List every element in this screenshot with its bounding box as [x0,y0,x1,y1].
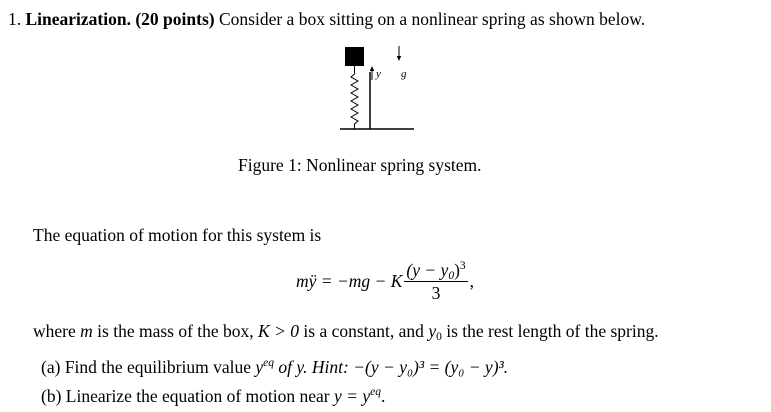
y-label: y [376,68,381,80]
problem-intro: Consider a box sitting on a nonlinear spring as shown below. [218,9,646,29]
hint-expression: −(y − y₀)³ = (y₀ − y)³. [353,357,509,377]
hint-label: Hint: [311,357,349,377]
spring-figure [330,40,430,135]
part-b-label: (b) [41,386,62,406]
equation-trail: , [469,271,475,291]
equation-lhs: mÿ = −mg − K [296,271,403,291]
problem-header [8,8,645,30]
equation-numerator: $(y - y_0)^3$ [406,259,466,282]
part-b-expression: $y = y^{eq}$ [334,386,381,406]
symbol-yeq: $y^{eq}$ [255,357,274,377]
y-arrowhead [370,66,374,71]
part-a: (a) Find the equilibrium value $y^{eq}$ of y. Hint: −(y − y₀)³ = (y₀ − y)³. [41,357,509,377]
g-arrowhead [397,56,401,61]
part-a-label: (a) [41,357,61,377]
problem-title: Linearization. [25,9,131,29]
problem-points: (20 points) [135,9,215,29]
part-b: (b) Linearize the equation of motion near $y = y^{eq}$. [41,386,386,406]
equation-fraction [404,260,467,303]
where-line: where m is the mass of the box, K > 0 is a constant, and $y_0$ is the rest length of the spring. [33,321,659,343]
problem-number: 1. [8,9,22,29]
equation-denominator: 3 [431,282,441,303]
box [345,47,364,66]
spring [351,66,358,129]
equation-of-motion [296,258,474,304]
g-label: g [401,68,407,80]
symbol-k-condition: K > 0 [258,321,300,341]
figure-caption: Figure 1: Nonlinear spring system. [238,155,482,175]
symbol-m: m [80,321,93,341]
symbol-y0: $y_0$ [428,321,442,343]
eom-intro: The equation of motion for this system is [33,225,322,245]
